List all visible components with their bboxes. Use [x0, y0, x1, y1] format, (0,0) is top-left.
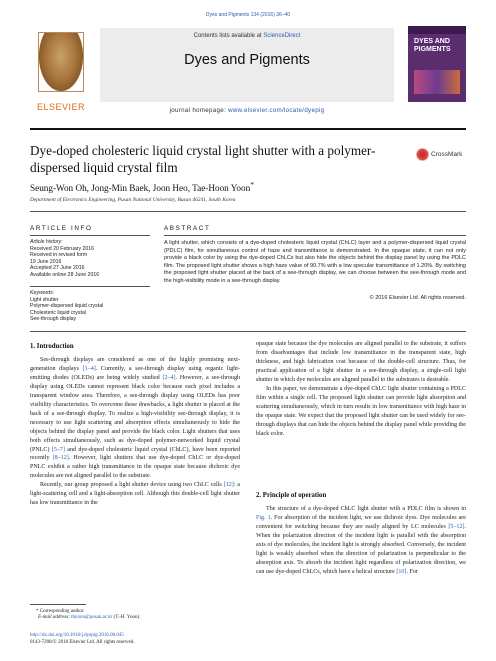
- reference-link[interactable]: Fig. 1: [256, 514, 271, 521]
- paragraph-text: and dye-doped cholesteric liquid crystal (ChLC), have been reported recently: [30, 446, 240, 462]
- elsevier-logo[interactable]: [30, 26, 92, 116]
- article-history: [30, 239, 150, 279]
- history-item: Received 20 February 2016: [30, 245, 95, 252]
- author-list: [30, 180, 466, 193]
- keyword-item: Polymer-dispersed liquid crystal: [30, 303, 104, 310]
- right-column-top: [256, 340, 466, 438]
- history-item: Accepted 27 June 2016: [30, 265, 85, 272]
- reference-link[interactable]: [10]: [396, 568, 407, 575]
- crossmark-label: CrossMark: [431, 151, 463, 158]
- right-column-bottom: [256, 505, 466, 577]
- footnote: [30, 609, 240, 622]
- section-2-heading: 2. Principle of operation: [256, 492, 327, 499]
- paragraph-text: Recently, our group proposed a light shutter device using two ChLC cells: [40, 482, 224, 489]
- paragraph-text: The structure of a dye-doped ChLC light shutter with a PDLC film is shown in: [266, 506, 466, 512]
- paragraph: [30, 481, 240, 508]
- homepage-link[interactable]: www.elsevier.com/locate/dyepig: [228, 107, 325, 114]
- abstract-rule: [164, 235, 466, 236]
- keywords-label: Keywords:: [30, 290, 55, 296]
- publisher-name: ELSEVIER: [36, 102, 86, 112]
- cover-artwork: [414, 70, 460, 94]
- article-info-heading: ARTICLE INFO: [30, 225, 93, 232]
- paragraph-text: . When the polarization direction of the incident light is parallel with the absorption axis of dye molecules, the incident light is strongly absorbed. Conversely, the incident light is weakly absorbed when the direction of polarization is perpendicular to the absorption axis. To absorb the incident light regardless of polarization direction, we can use dye-doped ChLCs, which have a helical structure: [256, 523, 466, 575]
- journal-cover-thumbnail[interactable]: [408, 26, 466, 102]
- paragraph-text: . For absorption of the incident light, we use dichroic dyes. Dye molecules are convenient for switching because they are easily aligned by LC molecules: [256, 514, 466, 530]
- article-title: Dye-doped cholesteric liquid crystal light shutter with a polymer-dispersed liquid crystal film: [30, 143, 376, 175]
- header-divider: [30, 211, 466, 212]
- reference-link[interactable]: [5–12]: [448, 523, 465, 530]
- footnote-marker: *: [36, 609, 39, 614]
- reference-link[interactable]: [8–12]: [52, 455, 69, 462]
- cover-title: DYES AND PIGMENTS: [414, 38, 451, 53]
- doi-link[interactable]: http://dx.doi.org/10.1016/j.dyepig.2016.06.045: [30, 633, 124, 638]
- paragraph-text: . However, light shutters that use dye-doped ChLC or dye-doped PNLC exhibit a rather high transmittance in the opaque state because dichroic dye molecules are not aligned parallel to the substrate.: [30, 455, 240, 480]
- email-suffix: (T.-H. Yoon).: [112, 615, 141, 621]
- paragraph: In this paper, we demonstrate a dye-doped ChLC light shutter containing a PDLC film within a single cell. The proposed light shutter can provide light absorption and scattering simultaneously, which in turn results in low transmittance with high haze in the opaque state. We expect that the proposed light shutter can be used widely for see-through displays that can hide the objects behind the display panel while providing the black color.: [256, 385, 466, 437]
- email-label: E-mail address:: [38, 615, 72, 621]
- contents-prefix: Contents lists available at: [193, 33, 264, 39]
- abstract-text: A light shutter, which consists of a dye-doped cholesteric liquid crystal (ChLC) layer and a polymer-dispersed liquid crystal (PDLC) film, for simultaneous control of haze and transmittance is demonstrated. In the opaque state, it can not only provide a black color by using the dye-doped ChLCs but also hide the objects behind the display panel by using the PDLC film. The proposed light shutter shows a high haze value of 90.7% with a low specular transmittance of 1.20%. By switching the proposed light shutter placed at the back of a see-through display, we can choose between the see-through mode and the high-visibility mode in a see-through display.: [164, 240, 466, 284]
- reference-link[interactable]: [2–4]: [162, 374, 176, 381]
- paragraph-text: See-through displays are considered as one of the highly promising next-generation displays: [30, 357, 240, 372]
- footnote-rule: [30, 604, 86, 605]
- contents-line: [100, 33, 394, 39]
- doi-block: [30, 633, 240, 647]
- masthead-divider: [30, 128, 466, 130]
- abstract-copyright: © 2016 Elsevier Ltd. All rights reserved.: [369, 295, 466, 301]
- history-item: 19 June 2016: [30, 258, 62, 265]
- corresponding-author-mark[interactable]: *: [250, 180, 255, 189]
- corresponding-label: Corresponding author.: [39, 609, 85, 614]
- email-link[interactable]: thyoon@pusan.ac.kr: [71, 615, 113, 621]
- journal-name: Dyes and Pigments: [184, 52, 310, 68]
- paragraph-text: . However, a see-through display using OLEDs cannot represent black color because each pixel includes a transparent window area. Therefore, a see-through display using OLEDs has poor visibility characteristics. To overcome these drawbacks, a light shutter is placed at the back of a see-through display. To realize a high-visibility see-through display, it is necessary to use light scattering and absorption effects simultaneously to hide the objects behind the display panel and provide the black color. Light shutters that uses both effects simultaneously, such as dye-doped polymer-networked liquid crystal (PNLC): [30, 374, 240, 453]
- issn-line: 0143-7208/© 2016 Elsevier Ltd. All rights reserved.: [30, 639, 135, 645]
- keywords: [30, 290, 150, 323]
- homepage-prefix: journal homepage:: [169, 107, 228, 114]
- abstract-bottom-divider: [30, 331, 466, 332]
- journal-masthead: [30, 26, 466, 116]
- reference-link[interactable]: [12]: [223, 482, 234, 489]
- keyword-item: See-through display: [30, 316, 77, 323]
- paragraph-text: . For: [406, 568, 418, 575]
- cover-header-band: [408, 26, 466, 34]
- paragraph-text: . Currently, a see-through display using organic light-emitting diodes (OLEDs) are being widely studied: [30, 365, 240, 381]
- keywords-rule: [30, 286, 150, 287]
- email-note: [30, 615, 240, 621]
- affiliation: Department of Electronics Engineering, Pusan National University, Busan 46241, South Korea: [30, 197, 236, 203]
- reference-link[interactable]: [5–7]: [51, 446, 65, 453]
- section-1-heading: 1. Introduction: [30, 343, 74, 350]
- paragraph: [256, 505, 466, 577]
- article-info-rule: [30, 235, 150, 236]
- history-item: Available online 28 June 2016: [30, 271, 100, 278]
- keyword-item: Light shutter: [30, 296, 59, 303]
- history-item: Received in revised form: [30, 252, 88, 259]
- history-label: Article history:: [30, 239, 63, 245]
- journal-banner: [100, 28, 394, 102]
- sciencedirect-link[interactable]: ScienceDirect: [263, 33, 301, 39]
- abstract-heading: ABSTRACT: [164, 225, 211, 232]
- elsevier-tree-icon: [38, 32, 84, 92]
- crossmark-button[interactable]: [416, 148, 468, 162]
- paragraph: opaque state because the dye molecules are aligned parallel to the substrate, it suffers from disadvantages that include low transmittance in the transparent state, high thickness, and high fabrication cost because of the double-cell structure. Thus, for practical application of a light shutter in a see-through display, a single-cell light shutter in which dye molecules are aligned parallel to the substrates is desirable.: [256, 341, 466, 383]
- keyword-item: Cholesteric liquid crystal: [30, 309, 86, 316]
- journal-homepage-line: [100, 107, 394, 114]
- left-column: [30, 356, 240, 508]
- reference-link[interactable]: [1–4]: [82, 365, 96, 372]
- authors-text: Seung-Won Oh, Jong-Min Baek, Joon Heo, Tae-Hoon Yoon: [30, 183, 251, 194]
- paragraph-text: : a light-scattering cell and a light-absorption cell. Although this double-cell light shutter has low transmittance in the: [30, 482, 240, 507]
- journal-citation[interactable]: Dyes and Pigments 134 (2016) 36–40: [205, 12, 291, 18]
- crossmark-icon: [416, 148, 429, 161]
- paragraph: [30, 356, 240, 481]
